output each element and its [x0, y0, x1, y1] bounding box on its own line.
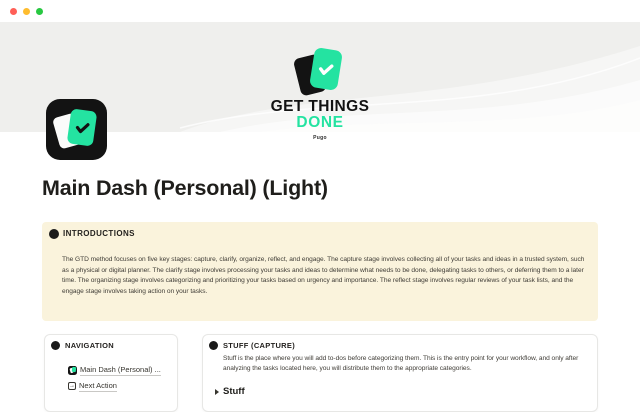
page-link-label: Next Action	[79, 381, 117, 390]
page-title[interactable]: Main Dash (Personal) (Light)	[42, 176, 328, 200]
brand-title-line2: DONE	[296, 114, 344, 131]
page-link-main-dash[interactable]	[68, 365, 161, 376]
check-icon	[72, 118, 91, 137]
page-link-label: Main Dash (Personal) ...	[80, 365, 161, 374]
page-link-next-action[interactable]	[68, 381, 117, 392]
black-circle-icon	[209, 341, 218, 350]
stuff-card-body-text: Stuff is the place where you will add to-dos before categorizing them. This is the entry point for your workflow, and only after analyzing the tasks located here, you will distribute them to the appropriate categories.	[223, 355, 579, 372]
gtd-app-icon	[68, 366, 77, 375]
black-circle-icon	[51, 341, 60, 350]
green-card-icon	[67, 108, 98, 146]
stuff-toggle[interactable]	[215, 386, 245, 397]
check-icon	[316, 59, 337, 80]
brand-subtitle: Pugo	[313, 135, 327, 141]
callout-heading: INTRODUCTIONS	[63, 229, 135, 238]
close-window-button[interactable]	[10, 8, 17, 15]
stuff-toggle-label: Stuff	[223, 386, 245, 397]
link-to-page-icon: →	[69, 383, 75, 390]
minimize-window-button[interactable]	[23, 8, 30, 15]
callout-body-text: The GTD method focuses on five key stages: capture, clarify, organize, reflect, and engage. The capture stage involves collecting all of your tasks and ideas in a trusted system, such as a physical or digital planner. The clarify stage involves processing your tasks and ideas to determine what needs to be done, delegating tasks to others, or deferring them to a later time. The organizing stage involves categorizing and prioritizing your tasks based on urgency and importance. The reflect stage involves regular reviews of your task lists, and the engage stage involves taking action on your tasks.	[62, 256, 585, 296]
navigation-card-heading: NAVIGATION	[65, 341, 114, 350]
brand-title-line1: GET THINGS	[270, 98, 370, 115]
toggle-triangle-icon	[215, 389, 219, 395]
page-icon[interactable]	[46, 99, 107, 160]
stuff-capture-card	[202, 334, 598, 412]
green-card-icon	[309, 47, 343, 91]
introductions-callout	[42, 222, 598, 321]
brand-logo-mark	[297, 49, 345, 99]
black-circle-icon	[49, 229, 59, 239]
zoom-window-button[interactable]	[36, 8, 43, 15]
navigation-card	[44, 334, 178, 412]
stuff-card-heading: STUFF (CAPTURE)	[223, 341, 295, 350]
window-titlebar	[0, 0, 640, 22]
